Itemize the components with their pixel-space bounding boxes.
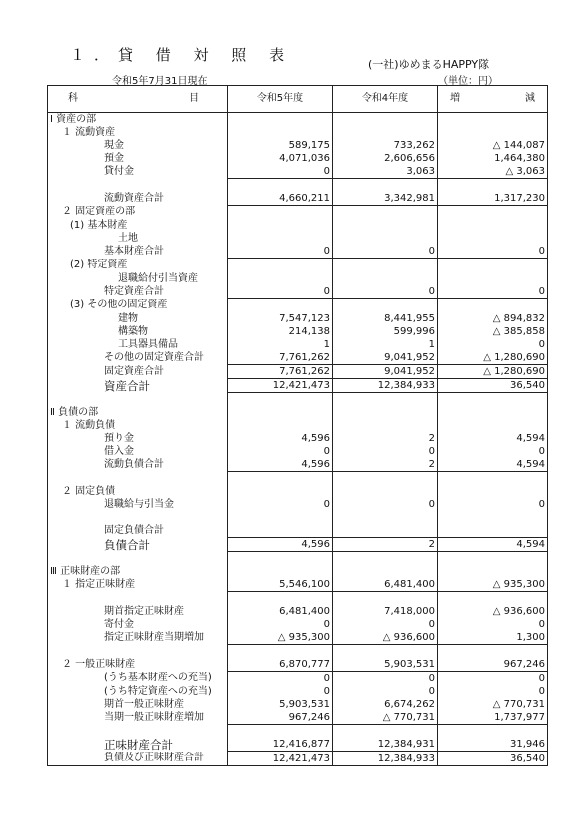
difference-value: 4,594 — [438, 458, 548, 472]
previous-year-value: 599,996 — [333, 325, 438, 338]
current-year-value — [228, 272, 333, 285]
table-row — [48, 592, 548, 606]
current-year-value: △ 935,300 — [228, 631, 333, 645]
current-year-value: 1 — [228, 338, 333, 351]
previous-year-value: 2 — [333, 538, 438, 552]
current-year-value — [228, 126, 333, 139]
row-label: (1) 基本財産 — [48, 219, 228, 232]
previous-year-value: 0 — [333, 672, 438, 686]
current-year-value — [228, 299, 333, 313]
row-label: 特定資産合計 — [48, 285, 228, 299]
row-label: 預り金 — [48, 432, 228, 445]
unit-label: （単位：円） — [438, 76, 498, 87]
table-row — [48, 752, 548, 766]
row-label: 現金 — [48, 139, 228, 152]
previous-year-value — [333, 393, 438, 407]
previous-year-value — [333, 472, 438, 486]
previous-year-value — [333, 511, 438, 524]
row-label — [48, 511, 228, 524]
previous-year-value — [333, 299, 438, 313]
row-label: (2) 特定資産 — [48, 259, 228, 273]
row-label: 負債及び正味財産合計 — [48, 752, 228, 766]
difference-value — [438, 645, 548, 659]
current-year-value — [228, 393, 333, 407]
row-label: 基本財産合計 — [48, 245, 228, 259]
difference-value — [438, 472, 548, 486]
table-row — [48, 245, 548, 259]
balance-sheet-table — [47, 85, 548, 766]
difference-value — [438, 524, 548, 538]
current-year-value — [228, 179, 333, 193]
previous-year-value: 0 — [333, 498, 438, 511]
difference-value: △ 3,063 — [438, 165, 548, 179]
table-row — [48, 419, 548, 432]
current-year-value: 4,660,211 — [228, 192, 333, 206]
table-row — [48, 406, 548, 419]
row-label: 期首指定正味財産 — [48, 605, 228, 618]
previous-year-value — [333, 485, 438, 498]
difference-value: △ 1,280,690 — [438, 365, 548, 379]
row-label: 退職給付引当資産 — [48, 272, 228, 285]
difference-value — [438, 259, 548, 273]
row-label: 借入金 — [48, 445, 228, 458]
row-label: ２ 固定負債 — [48, 485, 228, 498]
table-row — [48, 511, 548, 524]
table-row — [48, 472, 548, 486]
difference-value — [438, 179, 548, 193]
table-row — [48, 165, 548, 179]
table-row — [48, 126, 548, 139]
difference-value — [438, 113, 548, 127]
difference-value: △ 936,600 — [438, 605, 548, 618]
row-label: 固定負債合計 — [48, 524, 228, 538]
difference-value: 0 — [438, 618, 548, 631]
previous-year-value — [333, 552, 438, 566]
table-row — [48, 232, 548, 245]
table-body — [48, 113, 548, 766]
difference-value — [438, 485, 548, 498]
table-row — [48, 259, 548, 273]
previous-year-value: 0 — [333, 445, 438, 458]
table-row — [48, 432, 548, 445]
row-label: Ⅰ 資産の部 — [48, 113, 228, 127]
previous-year-value: 6,481,400 — [333, 578, 438, 592]
previous-year-value — [333, 592, 438, 606]
table-row — [48, 379, 548, 393]
difference-value: 0 — [438, 338, 548, 351]
previous-year-value: 0 — [333, 685, 438, 698]
current-year-value: 0 — [228, 672, 333, 686]
table-row — [48, 618, 548, 631]
previous-year-value — [333, 206, 438, 220]
current-year-value: 0 — [228, 445, 333, 458]
table-row — [48, 524, 548, 538]
previous-year-value — [333, 725, 438, 739]
difference-value: 4,594 — [438, 432, 548, 445]
current-year-value: 6,481,400 — [228, 605, 333, 618]
difference-value: 0 — [438, 245, 548, 259]
table-row — [48, 711, 548, 725]
header-previous-year: 令和4年度 — [333, 86, 438, 113]
difference-value: 1,317,230 — [438, 192, 548, 206]
table-row — [48, 578, 548, 592]
current-year-value: 4,596 — [228, 538, 333, 552]
table-row — [48, 285, 548, 299]
row-label: 固定資産合計 — [48, 365, 228, 379]
row-label: ２ 固定資産の部 — [48, 206, 228, 220]
row-label: その他の固定資産合計 — [48, 351, 228, 365]
difference-value: 36,540 — [438, 752, 548, 766]
previous-year-value: 12,384,933 — [333, 752, 438, 766]
row-label — [48, 393, 228, 407]
table-row — [48, 179, 548, 193]
row-label — [48, 645, 228, 659]
row-label: (うち特定資産への充当) — [48, 685, 228, 698]
current-year-value: 5,903,531 — [228, 698, 333, 711]
row-label: 寄付金 — [48, 618, 228, 631]
current-year-value: 4,596 — [228, 432, 333, 445]
previous-year-value: 5,903,531 — [333, 658, 438, 672]
table-row — [48, 498, 548, 511]
table-row — [48, 299, 548, 313]
table-row — [48, 645, 548, 659]
previous-year-value — [333, 524, 438, 538]
difference-value: 967,246 — [438, 658, 548, 672]
row-label: 貸付金 — [48, 165, 228, 179]
current-year-value: 0 — [228, 685, 333, 698]
previous-year-value — [333, 565, 438, 578]
difference-value: 36,540 — [438, 379, 548, 393]
difference-value — [438, 126, 548, 139]
current-year-value — [228, 511, 333, 524]
current-year-value — [228, 232, 333, 245]
table-row — [48, 152, 548, 165]
previous-year-value — [333, 259, 438, 273]
previous-year-value: 2 — [333, 432, 438, 445]
current-year-value: 967,246 — [228, 711, 333, 725]
previous-year-value: 7,418,000 — [333, 605, 438, 618]
previous-year-value: 9,041,952 — [333, 351, 438, 365]
previous-year-value: 0 — [333, 618, 438, 631]
current-year-value: 0 — [228, 498, 333, 511]
table-row — [48, 113, 548, 127]
table-row — [48, 685, 548, 698]
header-diff-b: 減 — [525, 93, 535, 104]
previous-year-value: △ 936,600 — [333, 631, 438, 645]
row-label: ２ 一般正味財産 — [48, 658, 228, 672]
difference-value: △ 144,087 — [438, 139, 548, 152]
previous-year-value: △ 770,731 — [333, 711, 438, 725]
current-year-value: 4,071,036 — [228, 152, 333, 165]
row-label: 構築物 — [48, 325, 228, 338]
current-year-value — [228, 259, 333, 273]
current-year-value: 0 — [228, 245, 333, 259]
row-label: １ 流動資産 — [48, 126, 228, 139]
current-year-value — [228, 485, 333, 498]
row-label: 正味財産合計 — [48, 738, 228, 752]
row-label: 指定正味財産当期増加 — [48, 631, 228, 645]
previous-year-value: 0 — [333, 285, 438, 299]
previous-year-value: 9,041,952 — [333, 365, 438, 379]
difference-value — [438, 511, 548, 524]
previous-year-value: 733,262 — [333, 139, 438, 152]
as-of-date: 令和5年7月31日現在 — [112, 76, 208, 87]
table-row — [48, 485, 548, 498]
current-year-value — [228, 419, 333, 432]
previous-year-value — [333, 232, 438, 245]
row-label: 流動資産合計 — [48, 192, 228, 206]
table-row — [48, 725, 548, 739]
difference-value — [438, 219, 548, 232]
current-year-value: 12,421,473 — [228, 379, 333, 393]
difference-value: 1,300 — [438, 631, 548, 645]
current-year-value: 214,138 — [228, 325, 333, 338]
difference-value — [438, 406, 548, 419]
difference-value: 31,946 — [438, 738, 548, 752]
current-year-value — [228, 552, 333, 566]
row-label: 負債合計 — [48, 538, 228, 552]
previous-year-value: 1 — [333, 338, 438, 351]
difference-value — [438, 206, 548, 220]
row-label: １ 指定正味財産 — [48, 578, 228, 592]
row-label: (うち基本財産への充当) — [48, 672, 228, 686]
table-row — [48, 538, 548, 552]
previous-year-value: 2 — [333, 458, 438, 472]
difference-value: 0 — [438, 445, 548, 458]
previous-year-value: 3,342,981 — [333, 192, 438, 206]
current-year-value: 0 — [228, 618, 333, 631]
difference-value — [438, 725, 548, 739]
current-year-value: 4,596 — [228, 458, 333, 472]
difference-value: △ 935,300 — [438, 578, 548, 592]
row-label: 当期一般正味財産増加 — [48, 711, 228, 725]
previous-year-value: 0 — [333, 245, 438, 259]
previous-year-value — [333, 126, 438, 139]
difference-value: △ 385,858 — [438, 325, 548, 338]
difference-value: 0 — [438, 672, 548, 686]
row-label — [48, 179, 228, 193]
row-label: 工具器具備品 — [48, 338, 228, 351]
previous-year-value — [333, 406, 438, 419]
current-year-value: 0 — [228, 165, 333, 179]
previous-year-value — [333, 645, 438, 659]
difference-value — [438, 565, 548, 578]
previous-year-value: 2,606,656 — [333, 152, 438, 165]
row-label: 建物 — [48, 312, 228, 325]
difference-value: △ 894,832 — [438, 312, 548, 325]
current-year-value: 12,416,877 — [228, 738, 333, 752]
table-row — [48, 445, 548, 458]
previous-year-value — [333, 272, 438, 285]
header-current-year: 令和5年度 — [228, 86, 333, 113]
current-year-value — [228, 206, 333, 220]
previous-year-value: 12,384,933 — [333, 379, 438, 393]
previous-year-value — [333, 113, 438, 127]
row-label: (3) その他の固定資産 — [48, 299, 228, 313]
table-row — [48, 351, 548, 365]
header-subject-b: 目 — [189, 93, 199, 104]
table-row — [48, 698, 548, 711]
difference-value: 4,594 — [438, 538, 548, 552]
current-year-value: 589,175 — [228, 139, 333, 152]
current-year-value — [228, 406, 333, 419]
difference-value — [438, 592, 548, 606]
table-row — [48, 325, 548, 338]
row-label — [48, 592, 228, 606]
table-row — [48, 312, 548, 325]
difference-value — [438, 232, 548, 245]
difference-value: 1,737,977 — [438, 711, 548, 725]
table-row — [48, 393, 548, 407]
table-row — [48, 139, 548, 152]
difference-value — [438, 272, 548, 285]
current-year-value — [228, 524, 333, 538]
previous-year-value: 12,384,931 — [333, 738, 438, 752]
document-title: １．貸 借 対 照 表 — [70, 46, 294, 64]
current-year-value — [228, 645, 333, 659]
row-label — [48, 725, 228, 739]
table-row — [48, 338, 548, 351]
current-year-value — [228, 472, 333, 486]
difference-value — [438, 552, 548, 566]
table-row — [48, 552, 548, 566]
current-year-value: 12,421,473 — [228, 752, 333, 766]
header-subject — [48, 86, 228, 113]
row-label: 流動負債合計 — [48, 458, 228, 472]
table-row — [48, 192, 548, 206]
previous-year-value: 3,063 — [333, 165, 438, 179]
table-row — [48, 219, 548, 232]
row-label — [48, 552, 228, 566]
difference-value — [438, 419, 548, 432]
current-year-value: 7,547,123 — [228, 312, 333, 325]
difference-value: 0 — [438, 285, 548, 299]
organization-name: (一社)ゆめまるHAPPY隊 — [368, 58, 490, 71]
table-row — [48, 565, 548, 578]
row-label: 期首一般正味財産 — [48, 698, 228, 711]
header-subject-a: 科 — [68, 93, 78, 104]
current-year-value: 5,546,100 — [228, 578, 333, 592]
difference-value: △ 1,280,690 — [438, 351, 548, 365]
table-row — [48, 272, 548, 285]
row-label: Ⅱ 負債の部 — [48, 406, 228, 419]
row-label — [48, 472, 228, 486]
current-year-value: 7,761,262 — [228, 365, 333, 379]
table-row — [48, 206, 548, 220]
difference-value — [438, 393, 548, 407]
difference-value: △ 770,731 — [438, 698, 548, 711]
current-year-value: 6,870,777 — [228, 658, 333, 672]
current-year-value — [228, 725, 333, 739]
previous-year-value: 6,674,262 — [333, 698, 438, 711]
table-row — [48, 672, 548, 686]
table-row — [48, 365, 548, 379]
row-label: 資産合計 — [48, 379, 228, 393]
row-label: 土地 — [48, 232, 228, 245]
header-diff-a: 増 — [450, 93, 460, 104]
current-year-value — [228, 592, 333, 606]
current-year-value: 0 — [228, 285, 333, 299]
difference-value: 0 — [438, 498, 548, 511]
current-year-value — [228, 565, 333, 578]
header-row — [48, 86, 548, 113]
previous-year-value — [333, 219, 438, 232]
row-label: 預金 — [48, 152, 228, 165]
current-year-value: 7,761,262 — [228, 351, 333, 365]
table-row — [48, 631, 548, 645]
table-row — [48, 738, 548, 752]
row-label: 退職給与引当金 — [48, 498, 228, 511]
header-difference — [438, 86, 548, 113]
difference-value: 1,464,380 — [438, 152, 548, 165]
row-label: １ 流動負債 — [48, 419, 228, 432]
difference-value: 0 — [438, 685, 548, 698]
current-year-value — [228, 113, 333, 127]
table-row — [48, 458, 548, 472]
table-row — [48, 658, 548, 672]
difference-value — [438, 299, 548, 313]
previous-year-value — [333, 179, 438, 193]
current-year-value — [228, 219, 333, 232]
row-label: Ⅲ 正味財産の部 — [48, 565, 228, 578]
previous-year-value — [333, 419, 438, 432]
table-row — [48, 605, 548, 618]
previous-year-value: 8,441,955 — [333, 312, 438, 325]
